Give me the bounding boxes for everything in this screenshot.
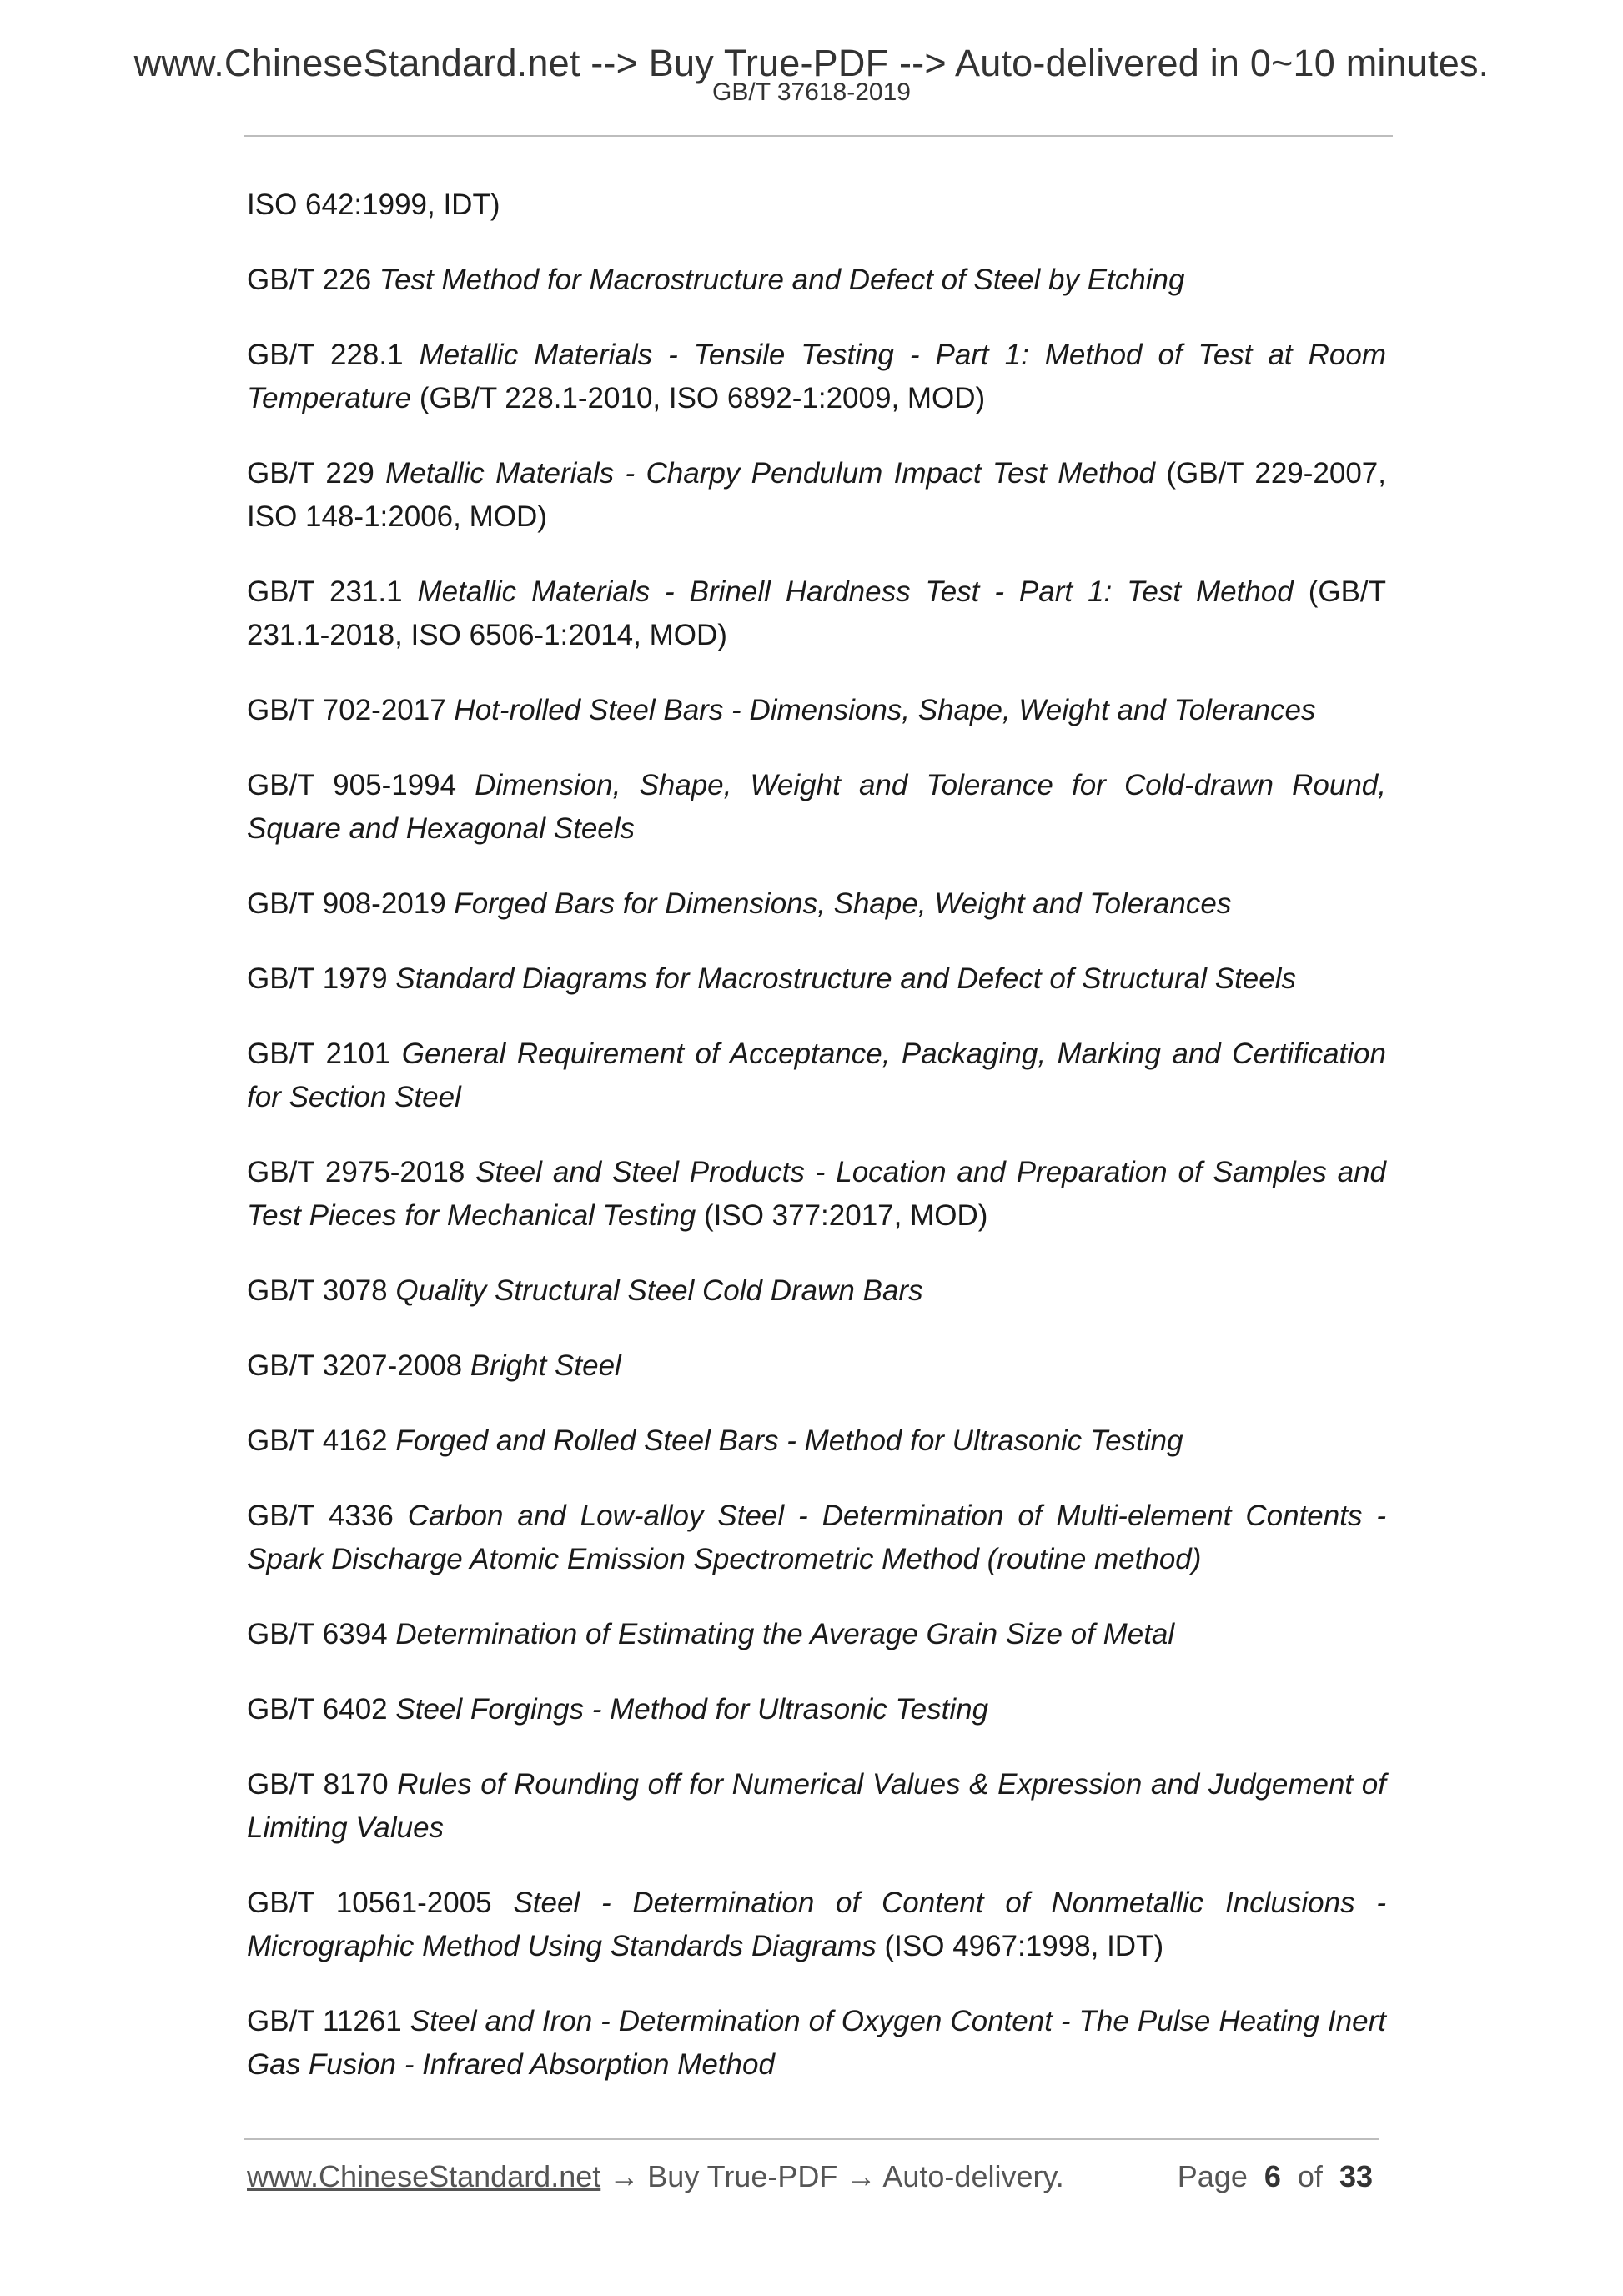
reference-equivalence: (ISO 4967:1998, IDT) — [884, 1930, 1164, 1962]
reference-title: Forged and Rolled Steel Bars - Method for Ultrasonic Testing — [395, 1424, 1183, 1457]
reference-item — [247, 764, 1386, 851]
arrow-right-icon: → — [609, 2159, 640, 2193]
reference-item — [247, 1269, 1386, 1313]
reference-title: Rules of Rounding off for Numerical Values & Expression and Judgement of Limiting Values — [247, 1768, 1386, 1844]
reference-code: GB/T 2975-2018 — [247, 1156, 465, 1188]
reference-code: GB/T 702-2017 — [247, 694, 446, 726]
reference-item — [247, 570, 1386, 657]
reference-title: Metallic Materials - Brinell Hardness Test - Part 1: Test Method — [417, 575, 1294, 608]
reference-equivalence: (GB/T 231.1-2018, ISO 6506-1:2014, MOD) — [247, 575, 1387, 651]
reference-code: GB/T 6394 — [247, 1618, 388, 1650]
page-label: Page — [1177, 2159, 1248, 2193]
reference-item — [247, 689, 1386, 732]
reference-code: GB/T 226 — [247, 264, 372, 296]
reference-equivalence: (GB/T 228.1-2010, ISO 6892-1:2009, MOD) — [419, 382, 986, 414]
reference-title: Standard Diagrams for Macrostructure and Defect of Structural Steels — [395, 962, 1297, 995]
reference-item — [247, 1419, 1386, 1463]
reference-item — [247, 1688, 1386, 1731]
reference-title: Metallic Materials - Charpy Pendulum Impact Test Method — [385, 457, 1155, 490]
reference-code: GB/T 1979 — [247, 962, 388, 995]
reference-code: GB/T 6402 — [247, 1693, 388, 1726]
arrow-right-icon: → — [846, 2159, 877, 2193]
reference-code: GB/T 4336 — [247, 1500, 394, 1532]
reference-title: Metallic Materials - Tensile Testing - Part 1: Method of Test at Room Temperature — [247, 339, 1386, 414]
header-divider — [244, 135, 1393, 137]
reference-title: Bright Steel — [470, 1349, 621, 1382]
reference-code: GB/T 228.1 — [247, 339, 404, 371]
reference-title: Hot-rolled Steel Bars - Dimensions, Shape, Weight and Tolerances — [454, 694, 1316, 726]
reference-item — [247, 1495, 1386, 1581]
reference-code: GB/T 4162 — [247, 1424, 388, 1457]
page-of: of — [1297, 2159, 1323, 2193]
reference-item — [247, 1763, 1386, 1850]
reference-code: GB/T 908-2019 — [247, 887, 446, 920]
reference-item — [247, 1344, 1386, 1388]
reference-item — [247, 1613, 1386, 1656]
reference-title: General Requirement of Acceptance, Packaging, Marking and Certification for Section Steel — [247, 1037, 1386, 1113]
reference-item — [247, 452, 1386, 539]
reference-title: Steel and Steel Products - Location and Preparation of Samples and Test Pieces for Mechanical Testing — [247, 1156, 1386, 1232]
reference-item — [247, 1882, 1386, 1968]
footer-site-link[interactable]: www.ChineseStandard.net — [247, 2159, 601, 2193]
reference-title: Forged Bars for Dimensions, Shape, Weight and Tolerances — [454, 887, 1232, 920]
reference-code: GB/T 3078 — [247, 1274, 388, 1307]
reference-title: Dimension, Shape, Weight and Tolerance for Cold-drawn Round, Square and Hexagonal Steels — [247, 769, 1386, 845]
top-banner[interactable]: www.ChineseStandard.net --> Buy True-PDF --> Auto-delivered in 0~10 minutes. — [133, 42, 1490, 84]
footer-buy-text: Buy True-PDF — [647, 2159, 838, 2193]
reference-item — [247, 334, 1386, 420]
reference-code: GB/T 2101 — [247, 1037, 391, 1070]
reference-equivalence: (ISO 377:2017, MOD) — [703, 1199, 988, 1232]
reference-title: Steel - Determination of Content of Nonmetallic Inclusions - Micrographic Method Using Standards Diagrams — [247, 1887, 1387, 1962]
page-footer — [247, 2158, 1373, 2195]
reference-code: GB/T 11261 — [247, 2005, 402, 2037]
footer-divider — [244, 2138, 1379, 2140]
reference-title: Steel and Iron - Determination of Oxygen Content - The Pulse Heating Inert Gas Fusion - Infrared Absorption Method — [247, 2005, 1386, 2081]
reference-title: Determination of Estimating the Average Grain Size of Metal — [395, 1618, 1175, 1650]
reference-title: Test Method for Macrostructure and Defect of Steel by Etching — [379, 264, 1185, 296]
page-current: 6 — [1264, 2159, 1281, 2193]
reference-code: GB/T 229 — [247, 457, 374, 490]
footer-delivery-text: Auto-delivery. — [882, 2159, 1064, 2193]
reference-code: GB/T 3207-2008 — [247, 1349, 463, 1382]
reference-item — [247, 259, 1386, 302]
continued-reference-line: ISO 642:1999, IDT) — [247, 188, 500, 221]
reference-item — [247, 2000, 1386, 2087]
reference-equivalence: (GB/T 229-2007, ISO 148-1:2006, MOD) — [247, 457, 1386, 533]
reference-code: GB/T 10561-2005 — [247, 1887, 492, 1919]
reference-code: GB/T 231.1 — [247, 575, 403, 608]
standard-code-header: GB/T 37618-2019 — [712, 78, 911, 106]
reference-code: GB/T 905-1994 — [247, 769, 457, 801]
reference-title: Carbon and Low-alloy Steel - Determination of Multi-element Contents - Spark Discharge Atomic Emission Spectrometric Method (routine method) — [247, 1500, 1386, 1575]
reference-item — [247, 1032, 1386, 1119]
reference-item — [247, 1151, 1386, 1238]
page-indicator — [1178, 2158, 1373, 2195]
reference-item — [247, 957, 1386, 1001]
reference-title: Steel Forgings - Method for Ultrasonic Testing — [395, 1693, 989, 1726]
reference-title: Quality Structural Steel Cold Drawn Bars — [395, 1274, 923, 1307]
reference-code: GB/T 8170 — [247, 1768, 389, 1801]
references-content — [247, 183, 1386, 2118]
page-total: 33 — [1339, 2159, 1373, 2193]
reference-list — [247, 259, 1386, 2087]
reference-item — [247, 882, 1386, 926]
